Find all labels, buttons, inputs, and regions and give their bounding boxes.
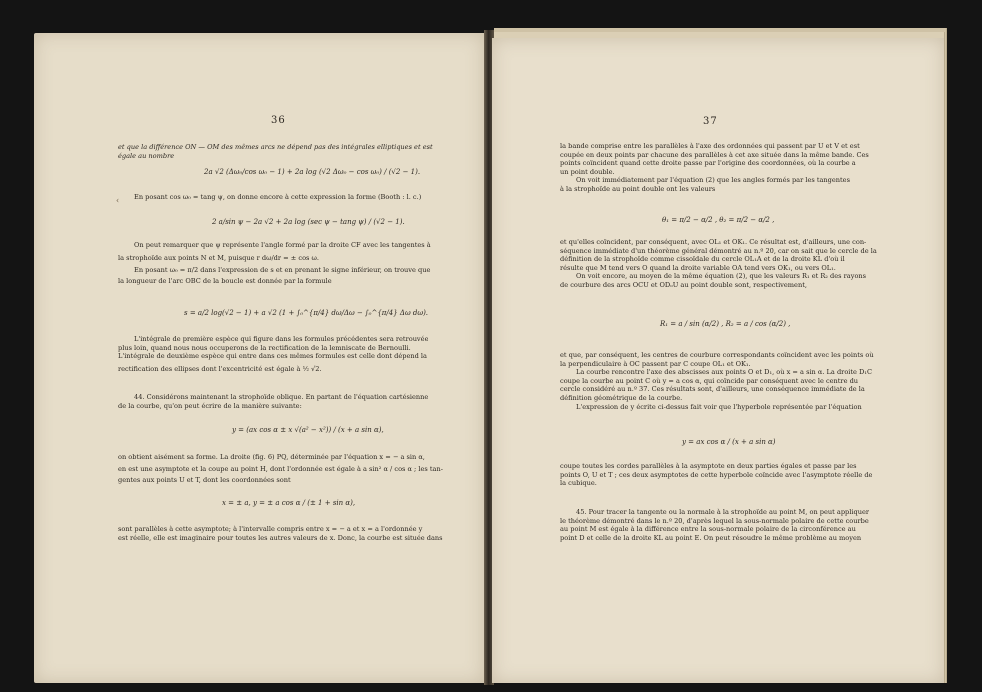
left-page [34, 33, 484, 683]
right-paragraph-4: coupe toutes les cordes parallèles à la asymptote en deux parties égales et passe par les points O, U et T ; ces deux asymptotes de cette hyperbole coïncide avec l'asymptote réelle de la cubique. [560, 462, 873, 488]
right-page [492, 38, 944, 683]
left-paragraph-4: L'intégrale de première espèce qui figure dans les formules précédentes sera retrouvée plus loin, quand nous nous occuperons de la rectification de la lemniscate de Bernoulli. L'intégrale de deuxième espèce qui entre dans ces mêmes formules est celle dont dépend la rectification des ellipses dont l'excentricité est égale à ½ √2. [118, 335, 429, 373]
left-formula-4: y = (ax cos α ± x √(a² − x²)) / (x + a sin α), [232, 426, 384, 434]
left-formula-2: 2 a/sin ψ − 2a √2 + 2a log (sec ψ − tang ψ) / (√2 − 1). [212, 218, 405, 226]
right-paragraph-3: et que, par conséquent, les centres de courbure correspondants coïncident avec les points où la perpendiculaire à OC passent par C coupe OL₁ et OK₁. La courbe rencontre l'axe des abscisses aux points O et D₁, où x = a sin α. La droite D₁C coupe la courbe au point C où y = a cos α, qui coïncide par conséquent avec le centre du cercle considéré au n.º 37. Ces résultats sont, d'ailleurs, une conséquence immédiate de la définition géométrique de la courbe. L'expression de y écrite ci-dessus fait voir que l'hyperbole représentée par l'équation [560, 351, 874, 411]
right-formula-3: y = ax cos α / (x + a sin α) [682, 438, 776, 446]
right-page-number: 37 [703, 116, 718, 127]
left-formula-5: x = ± a, y = ± a cos α / (± 1 + sin α), [222, 499, 356, 507]
right-paragraph-1: la bande comprise entre les parallèles à l'axe des ordonnées qui passent par U et V et est coupée en deux points par chacune des parallèles à cet axe située dans la même bande. Ces points coïncident quand cette droite passe par l'origine des coordonnées, où la courbe a un point double. On voit immédiatement par l'équation (2) que les angles formés par les tangentes à la strophoïde au point double ont les valeurs [560, 142, 869, 193]
left-formula-1: 2a √2 (Δω₀/cos ω₀ − 1) + 2a log (√2 Δω₀ − cos ω₀) / (√2 − 1). [204, 168, 421, 176]
left-paragraph-3: On peut remarquer que ψ représente l'angle formé par la droite CF avec les tangentes à la strophoïde aux points N et M, puisque r dω/dr = ± cos ω. En posant ω₀ = π/2 dans l'expression de s et en prenant le signe inférieur, on trouve que la longueur de l'arc OBC de la boucle est donnée par la formule [118, 241, 431, 285]
left-paragraph-6: on obtient aisément sa forme. La droite (fig. 6) PQ, déterminée par l'équation x = − a sin α, en est une asymptote et la coupe au point H, dont l'ordonnée est égale à a sin² α / cos α ; les tan- gentes aux points U et T, dont les coordonnées sont [118, 453, 443, 485]
right-formula-1: θ₁ = π/2 − α/2 , θ₂ = π/2 − α/2 , [662, 216, 775, 224]
left-page-number: 36 [271, 115, 286, 126]
left-paragraph-7: sont parallèles à cette asymptote; à l'intervalle compris entre x = − a et x = a l'ordonnée y est réelle, elle est imaginaire pour toutes les autres valeurs de x. Donc, la courbe est située dans [118, 525, 443, 542]
right-paragraph-2: et qu'elles coïncident, par conséquent, avec OL₁ et OK₁. Ce résultat est, d'ailleurs, une con- séquence immédiate d'un théorème général démontré au n.º 20, car on sait que le cercle de la définition de la strophoïde comme cissoïdale du cercle OL₁A et de la droite KL d'où il résulte que M tend vers O quand la droite variable OA tend vers OK₁, ou vers OL₁. On voit encore, au moyen de la même équation (2), que les valeurs R₁ et R₂ des rayons de courbure des arcs OCU et ODₒU au point double sont, respectivement, [560, 238, 877, 289]
left-paragraph-1: et que la différence ON — OM des mêmes arcs ne dépend pas des intégrales elliptiques et est égale au nombre [118, 143, 433, 160]
margin-mark: ‹ [116, 196, 120, 205]
right-paragraph-5: 45. Pour tracer la tangente ou la normale à la strophoïde au point M, on peut appliquer le théorème démontré dans le n.º 20, d'après lequel la sous-normale polaire de cette courbe au point M est égale à la différence entre la sous-normale polaire de la circonférence au point D et celle de la droite KL au point E. On peut résoudre le même problème au moyen [560, 508, 870, 542]
left-paragraph-2: En posant cos ω₀ = tang ψ, on donne encore à cette expression la forme (Booth : l. c.) [134, 193, 422, 201]
left-paragraph-5: 44. Considérons maintenant la strophoïde oblique. En partant de l'équation cartésienne de la courbe, qu'on peut écrire de la manière suivante: [118, 393, 429, 410]
right-formula-2: R₁ = a / sin (α/2) , R₂ = a / cos (α/2) , [660, 320, 791, 328]
left-formula-3: s = a/2 log(√2 − 1) + a √2 (1 + ∫₀^{π/4} dω/Δω − ∫₀^{π/4} Δω dω). [184, 309, 429, 317]
